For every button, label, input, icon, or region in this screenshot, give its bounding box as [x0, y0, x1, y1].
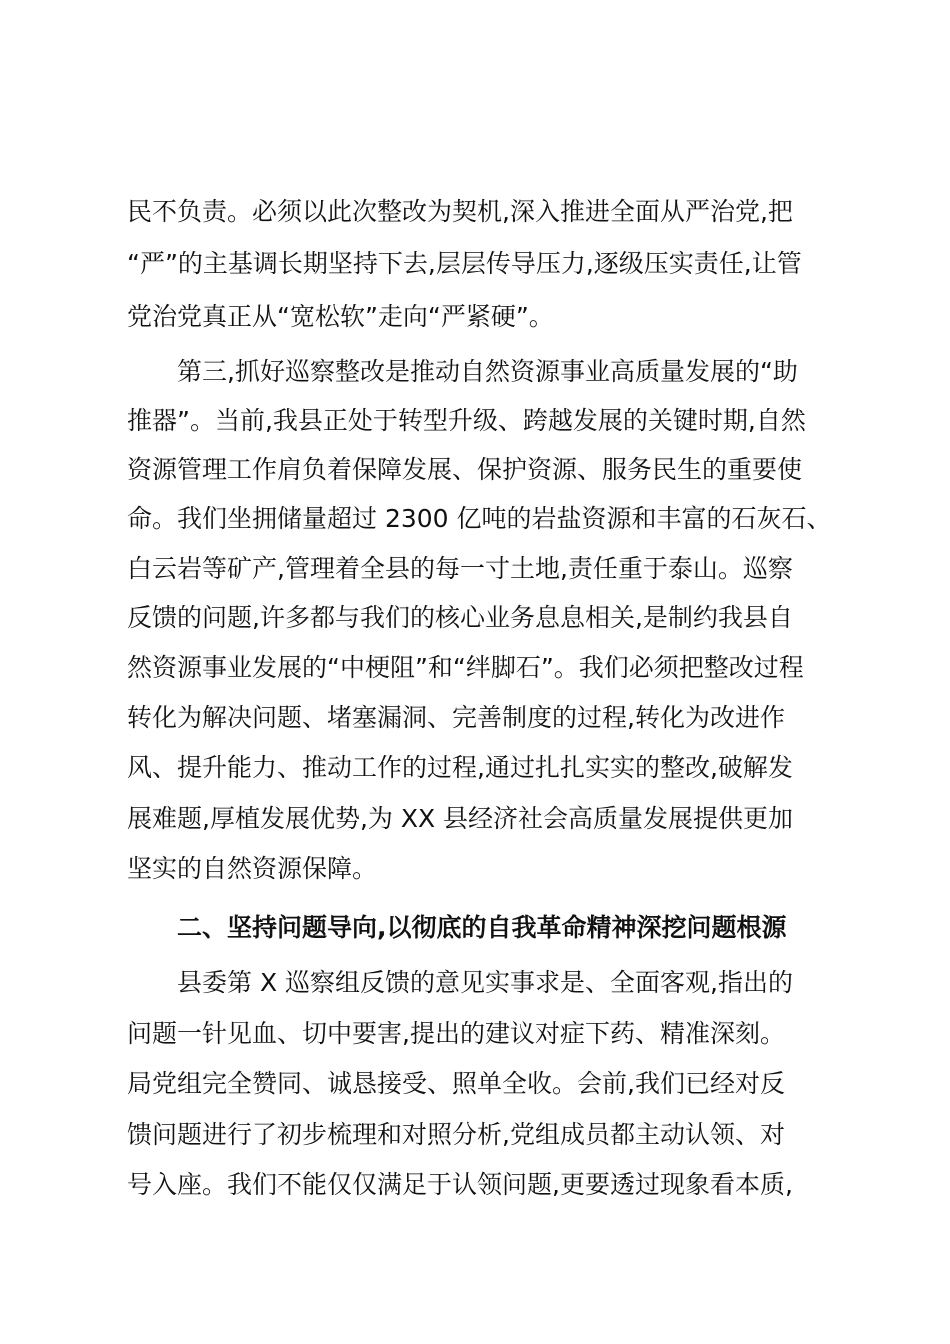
- body-text-line: 坚实的自然资源保障。: [127, 854, 378, 883]
- paragraph-first-line: 县委第 X 巡察组反馈的意见实事求是、全面客观,指出的: [177, 968, 793, 997]
- body-text-line: 风、提升能力、推动工作的过程,通过扎扎实实的整改,破解发: [127, 753, 793, 782]
- body-text-line: 馈问题进行了初步梳理和对照分析,党组成员都主动认领、对: [127, 1120, 785, 1149]
- body-text-line: 然资源事业发展的“中梗阻”和“绊脚石”。我们必须把整改过程: [127, 653, 804, 682]
- body-text-line: 展难题,厚植发展优势,为 XX 县经济社会高质量发展提供更加: [127, 804, 794, 833]
- body-text-line: 反馈的问题,许多都与我们的核心业务息息相关,是制约我县自: [127, 603, 793, 632]
- body-text-line: 问题一针见血、切中要害,提出的建议对症下药、精准深刻。: [127, 1019, 785, 1048]
- body-text-line: 局党组完全赞同、诚恳接受、照单全收。会前,我们已经对反: [127, 1069, 785, 1098]
- section-heading: 二、坚持问题导向,以彻底的自我革命精神深挖问题根源: [177, 913, 787, 942]
- paragraph-first-line: 第三,抓好巡察整改是推动自然资源事业高质量发展的“助: [177, 357, 798, 386]
- body-text-line: 转化为解决问题、堵塞漏洞、完善制度的过程,转化为改进作: [127, 703, 785, 732]
- body-text-line: 白云岩等矿产,管理着全县的每一寸土地,责任重于泰山。巡察: [127, 554, 793, 583]
- body-text-line: “严”的主基调长期坚持下去,层层传导压力,逐级压实责任,让管: [127, 249, 802, 278]
- body-text-line: 命。我们坐拥储量超过 2300 亿吨的岩盐资源和丰富的石灰石、: [127, 504, 832, 533]
- body-text-line: 号入座。我们不能仅仅满足于认领问题,更要透过现象看本质,: [127, 1170, 793, 1199]
- body-text-line: 党治党真正从“宽松软”走向“严紧硬”。: [127, 302, 554, 331]
- body-text-line: 民不负责。必须以此次整改为契机,深入推进全面从严治党,把: [127, 197, 793, 226]
- body-text-line: 资源管理工作肩负着保障发展、保护资源、服务民生的重要使: [127, 455, 803, 484]
- body-text-line: 推器”。当前,我县正处于转型升级、跨越发展的关键时期,自然: [127, 406, 806, 435]
